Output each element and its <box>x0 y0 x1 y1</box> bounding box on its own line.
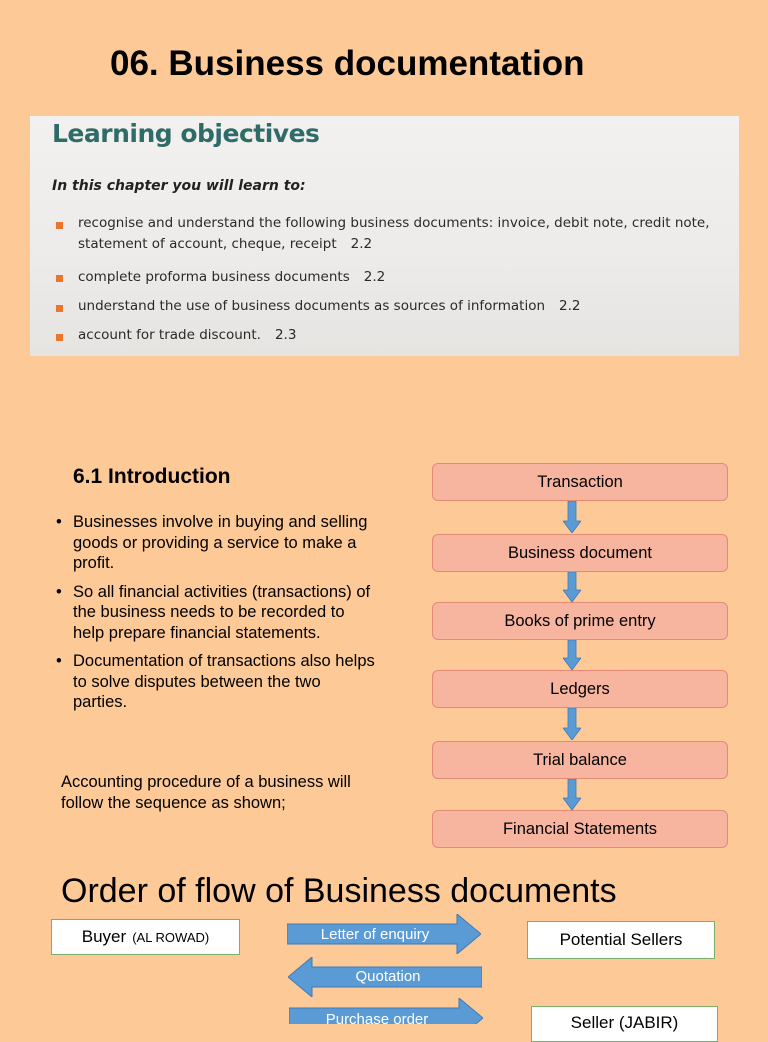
list-item <box>56 651 376 713</box>
bullet-text: So all financial activities (transactions) of the business needs to be recorded to help prepare financial statements. <box>73 582 371 642</box>
flow-step-financial-statements: Financial Statements <box>432 810 728 848</box>
down-arrow-icon <box>563 779 581 810</box>
objective-text: account for trade discount. <box>78 327 261 343</box>
objective-item <box>78 267 728 288</box>
bullet-dot-icon: • <box>56 513 62 531</box>
objective-text: understand the use of business documents as sources of information <box>78 298 546 314</box>
arrow-label-quotation: Quotation <box>355 968 421 985</box>
objective-text-cont: statement of account, cheque, receipt <box>78 236 337 252</box>
buyer-box <box>51 919 240 955</box>
potential-sellers-box: Potential Sellers <box>527 921 715 959</box>
bullet-icon <box>56 275 63 282</box>
introduction-heading: 6.1 Introduction <box>73 465 231 488</box>
down-arrow-icon <box>563 501 581 533</box>
flow-step-books-of-prime-entry: Books of prime entry <box>432 602 728 640</box>
bullet-text: Documentation of transactions also helps to solve disputes between the two parties. <box>73 652 375 711</box>
bullet-dot-icon: • <box>56 652 62 670</box>
objective-text: recognise and understand the following business documents: invoice, debit note, credit note, <box>78 215 710 231</box>
arrow-label-purchase-order: Purchase order <box>325 1011 429 1028</box>
down-arrow-icon <box>563 572 581 602</box>
bullet-icon <box>56 222 63 229</box>
introduction-bullets <box>56 512 376 721</box>
down-arrow-icon <box>563 640 581 670</box>
objective-text: complete proforma business documents <box>78 269 350 285</box>
objective-ref: 2.2 <box>350 236 373 252</box>
flow-step-business-document: Business document <box>432 534 728 572</box>
seller-box: Seller (JABIR) <box>531 1006 718 1042</box>
page-title: 06. Business documentation <box>110 44 585 83</box>
objective-item <box>78 325 728 346</box>
down-arrow-icon <box>563 708 581 740</box>
introduction-note: Accounting procedure of a business will follow the sequence as shown; <box>61 773 351 812</box>
bullet-dot-icon: • <box>56 582 62 601</box>
list-item <box>56 512 376 574</box>
objective-ref: 2.2 <box>363 269 386 285</box>
flow-step-trial-balance: Trial balance <box>432 741 728 779</box>
bullet-icon <box>56 305 63 312</box>
objective-ref: 2.2 <box>559 298 581 314</box>
buyer-label: Buyer <box>81 927 127 946</box>
buyer-note: (AL ROWAD) <box>132 929 210 945</box>
objective-item <box>78 213 728 255</box>
learning-objectives-subheading: In this chapter you will learn to: <box>52 178 306 194</box>
flow-step-ledgers: Ledgers <box>432 670 728 708</box>
order-of-flow-title: Order of flow of Business documents <box>61 872 617 910</box>
arrow-label-letter-of-enquiry: Letter of enquiry <box>320 926 430 943</box>
learning-objectives-heading: Learning objectives <box>52 119 320 148</box>
bullet-icon <box>56 334 63 341</box>
flow-step-transaction: Transaction <box>432 463 728 501</box>
bullet-text: Businesses involve in buying and selling goods or providing a service to make a profit. <box>73 513 368 572</box>
objective-ref: 2.3 <box>274 327 297 343</box>
objective-item <box>78 296 728 317</box>
learning-objectives-image <box>30 116 739 356</box>
list-item <box>56 582 376 644</box>
